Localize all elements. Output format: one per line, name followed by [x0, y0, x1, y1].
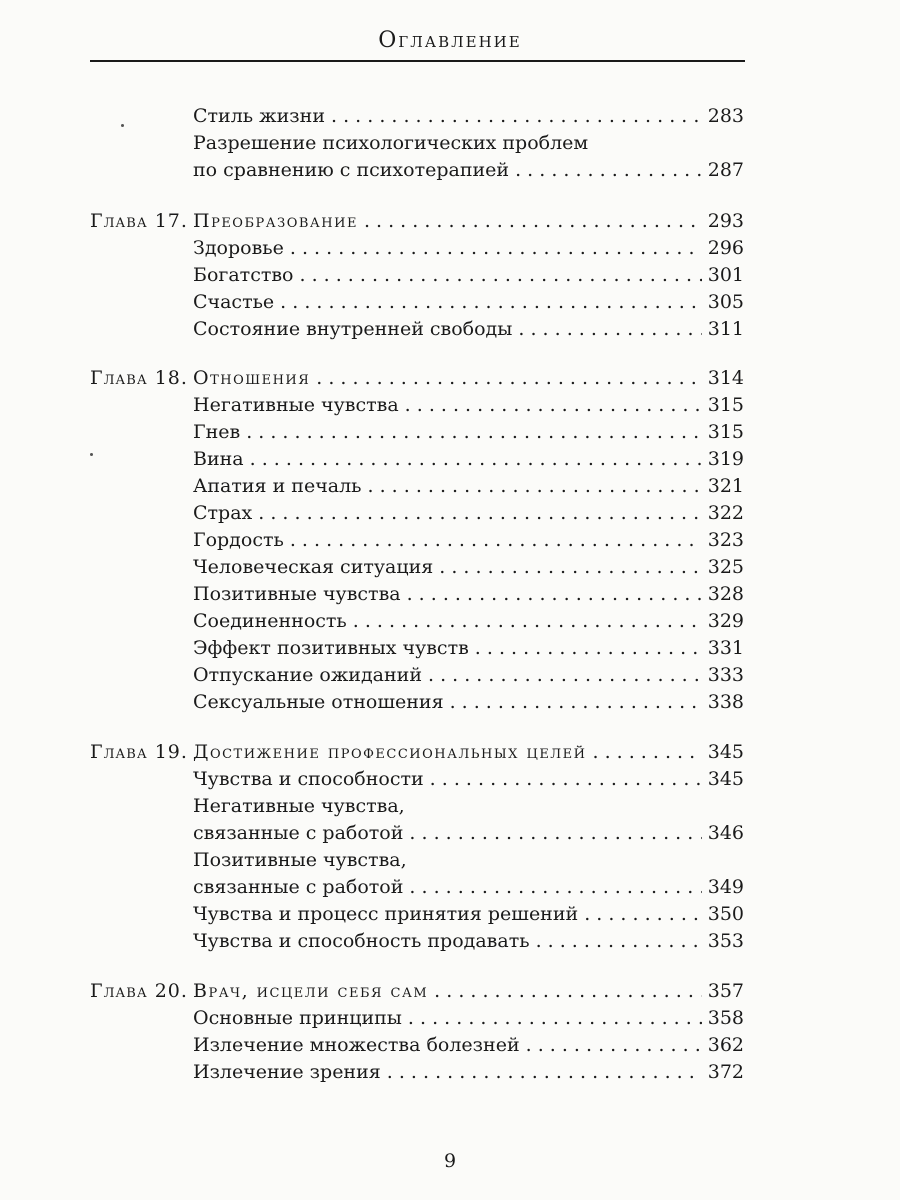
dot-leader	[290, 527, 702, 553]
toc-entry[interactable]	[193, 392, 744, 418]
toc-chapter-row	[0, 208, 900, 234]
toc-entry[interactable]	[193, 847, 744, 873]
page-ref: 349	[707, 876, 744, 898]
page-ref: 311	[707, 318, 744, 340]
section-title: Излечение зрения	[193, 1061, 381, 1083]
toc-row	[0, 103, 900, 129]
section-title: Гордость	[193, 529, 284, 551]
page-ref: 301	[707, 264, 744, 286]
toc-row	[0, 874, 900, 900]
dot-leader	[536, 928, 702, 954]
page-ref: 338	[707, 691, 744, 713]
toc-row	[0, 901, 900, 927]
dot-leader	[592, 739, 701, 765]
toc-row	[0, 500, 900, 526]
dot-leader	[316, 365, 701, 391]
dot-leader	[584, 901, 702, 927]
toc-entry[interactable]	[193, 978, 744, 1004]
section-title: Страх	[193, 502, 253, 524]
toc-row	[0, 608, 900, 634]
section-title: Эффект позитивных чувств	[193, 637, 469, 659]
dot-leader	[450, 689, 702, 715]
section-title: Богатство	[193, 264, 294, 286]
header-rule	[90, 60, 745, 62]
dot-leader	[526, 1032, 702, 1058]
page-ref: 331	[707, 637, 744, 659]
toc-row	[0, 262, 900, 288]
toc-row	[0, 527, 900, 553]
section-title: Вина	[193, 448, 244, 470]
section-title: Счастье	[193, 291, 275, 313]
toc-chapter-row	[0, 978, 900, 1004]
dot-leader	[439, 554, 701, 580]
toc-row	[0, 1032, 900, 1058]
toc-entry[interactable]	[193, 1005, 744, 1031]
toc-entry[interactable]	[193, 635, 744, 661]
section-title: Отпускание ожиданий	[193, 664, 422, 686]
page-ref: 372	[707, 1061, 744, 1083]
chapter-title: Достижение профессиональных целей	[193, 741, 587, 763]
toc-entry[interactable]	[193, 766, 744, 792]
toc-row	[0, 316, 900, 342]
section-title: связанные с работой	[193, 822, 404, 844]
section-title: Позитивные чувства	[193, 583, 401, 605]
toc-row	[0, 554, 900, 580]
toc-row	[0, 130, 900, 156]
section-title: Негативные чувства	[193, 394, 399, 416]
toc-row	[0, 766, 900, 792]
toc-row	[0, 1005, 900, 1031]
toc-row	[0, 635, 900, 661]
toc-entry[interactable]	[193, 527, 744, 553]
toc-entry[interactable]	[193, 928, 744, 954]
chapter-label: Глава 20.	[90, 980, 188, 1002]
page-ref: 315	[707, 421, 744, 443]
page-ref: 345	[707, 741, 744, 763]
chapter-label: Глава 18.	[90, 367, 188, 389]
chapter-title: Преобразование	[193, 210, 358, 232]
page-ref: 325	[707, 556, 744, 578]
toc-entry[interactable]	[193, 874, 744, 900]
page-ref: 362	[707, 1034, 744, 1056]
dot-leader	[387, 1059, 702, 1085]
section-title: Излечение множества болезней	[193, 1034, 520, 1056]
toc-row	[0, 1059, 900, 1085]
page-ref: 283	[707, 105, 744, 127]
toc-entry[interactable]	[193, 901, 744, 927]
toc-entry[interactable]	[193, 316, 744, 342]
dot-leader	[250, 446, 702, 472]
toc-row	[0, 446, 900, 472]
page-ref: 329	[707, 610, 744, 632]
dot-leader	[407, 581, 702, 607]
chapter-title: Отношения	[193, 367, 311, 389]
page-ref: 328	[707, 583, 744, 605]
toc-entry[interactable]	[193, 820, 744, 846]
toc-entry[interactable]	[193, 689, 744, 715]
dot-leader	[430, 766, 702, 792]
page-number: 9	[443, 1150, 457, 1172]
section-title: Позитивные чувства,	[193, 849, 407, 871]
toc-entry[interactable]	[193, 365, 744, 391]
dot-leader	[290, 235, 702, 261]
toc-chapter-row	[0, 739, 900, 765]
page-ref: 346	[707, 822, 744, 844]
toc-row	[0, 289, 900, 315]
toc-entry[interactable]	[193, 739, 744, 765]
toc-row	[0, 392, 900, 418]
section-title: Апатия и печаль	[193, 475, 362, 497]
toc-row	[0, 928, 900, 954]
page-ref: 322	[707, 502, 744, 524]
toc-entry[interactable]	[193, 289, 744, 315]
toc-entry[interactable]	[193, 262, 744, 288]
page-ref: 319	[707, 448, 744, 470]
page-ref: 345	[707, 768, 744, 790]
toc-entry[interactable]	[193, 208, 744, 234]
section-title: Сексуальные отношения	[193, 691, 444, 713]
dot-leader	[409, 820, 701, 846]
page-ref: 353	[707, 930, 744, 952]
dot-leader	[428, 662, 702, 688]
toc-entry[interactable]	[193, 500, 744, 526]
section-title: Чувства и процесс принятия решений	[193, 903, 579, 925]
toc-row	[0, 847, 900, 873]
page-ref: 315	[707, 394, 744, 416]
dot-leader	[405, 392, 702, 418]
toc-row	[0, 235, 900, 261]
toc-row	[0, 820, 900, 846]
section-title: Здоровье	[193, 237, 284, 259]
chapter-title: Врач, исцели себя сам	[193, 980, 429, 1002]
toc-entry[interactable]	[193, 419, 744, 445]
dot-leader	[409, 874, 701, 900]
toc-row	[0, 157, 900, 183]
toc-row	[0, 793, 900, 819]
toc-row	[0, 419, 900, 445]
dot-leader	[515, 157, 702, 183]
dot-leader	[246, 419, 702, 445]
toc-entry[interactable]	[193, 157, 744, 183]
dot-leader	[408, 1005, 702, 1031]
section-title: Состояние внутренней свободы	[193, 318, 513, 340]
section-title: Гнев	[193, 421, 241, 443]
page-ref: 287	[707, 159, 744, 181]
section-title: Разрешение психологических проблем	[193, 132, 589, 154]
page-ref: 314	[707, 367, 744, 389]
dot-leader	[353, 608, 702, 634]
scan-speck	[121, 124, 124, 127]
toc-row	[0, 473, 900, 499]
section-title: Основные принципы	[193, 1007, 402, 1029]
dot-leader	[331, 103, 702, 129]
toc-row	[0, 689, 900, 715]
page-ref: 357	[707, 980, 744, 1002]
toc-entry[interactable]	[193, 554, 744, 580]
page-ref: 296	[707, 237, 744, 259]
dot-leader	[434, 978, 702, 1004]
section-title: Чувства и способность продавать	[193, 930, 530, 952]
page-ref: 321	[707, 475, 744, 497]
toc-entry[interactable]	[193, 793, 744, 819]
section-title: Стиль жизни	[193, 105, 325, 127]
toc-entry[interactable]	[193, 1032, 744, 1058]
scan-speck	[90, 453, 93, 456]
page-ref: 293	[707, 210, 744, 232]
chapter-label: Глава 19.	[90, 741, 188, 763]
dot-leader	[368, 473, 702, 499]
section-title: Негативные чувства,	[193, 795, 405, 817]
dot-leader	[258, 500, 701, 526]
toc-row	[0, 662, 900, 688]
dot-leader	[299, 262, 701, 288]
toc-entry[interactable]	[193, 662, 744, 688]
page-ref: 358	[707, 1007, 744, 1029]
section-title: Соединенность	[193, 610, 347, 632]
toc-chapter-row	[0, 365, 900, 391]
section-title: Человеческая ситуация	[193, 556, 434, 578]
page-ref: 305	[707, 291, 744, 313]
section-title: связанные с работой	[193, 876, 404, 898]
page-ref: 350	[707, 903, 744, 925]
dot-leader	[280, 289, 702, 315]
toc-row	[0, 581, 900, 607]
toc-entry[interactable]	[193, 235, 744, 261]
toc-entry[interactable]	[193, 473, 744, 499]
page-ref: 333	[707, 664, 744, 686]
dot-leader	[475, 635, 702, 661]
toc-entry[interactable]	[193, 446, 744, 472]
section-title: по сравнению с психотерапией	[193, 159, 510, 181]
toc-entry[interactable]	[193, 581, 744, 607]
dot-leader	[518, 316, 701, 342]
toc-entry[interactable]	[193, 608, 744, 634]
chapter-label: Глава 17.	[90, 210, 188, 232]
page-header-title: Оглавление	[378, 28, 522, 53]
toc-entry[interactable]	[193, 103, 744, 129]
section-title: Чувства и способности	[193, 768, 424, 790]
dot-leader	[364, 208, 702, 234]
toc-entry[interactable]	[193, 1059, 744, 1085]
page-ref: 323	[707, 529, 744, 551]
toc-entry[interactable]	[193, 130, 744, 156]
